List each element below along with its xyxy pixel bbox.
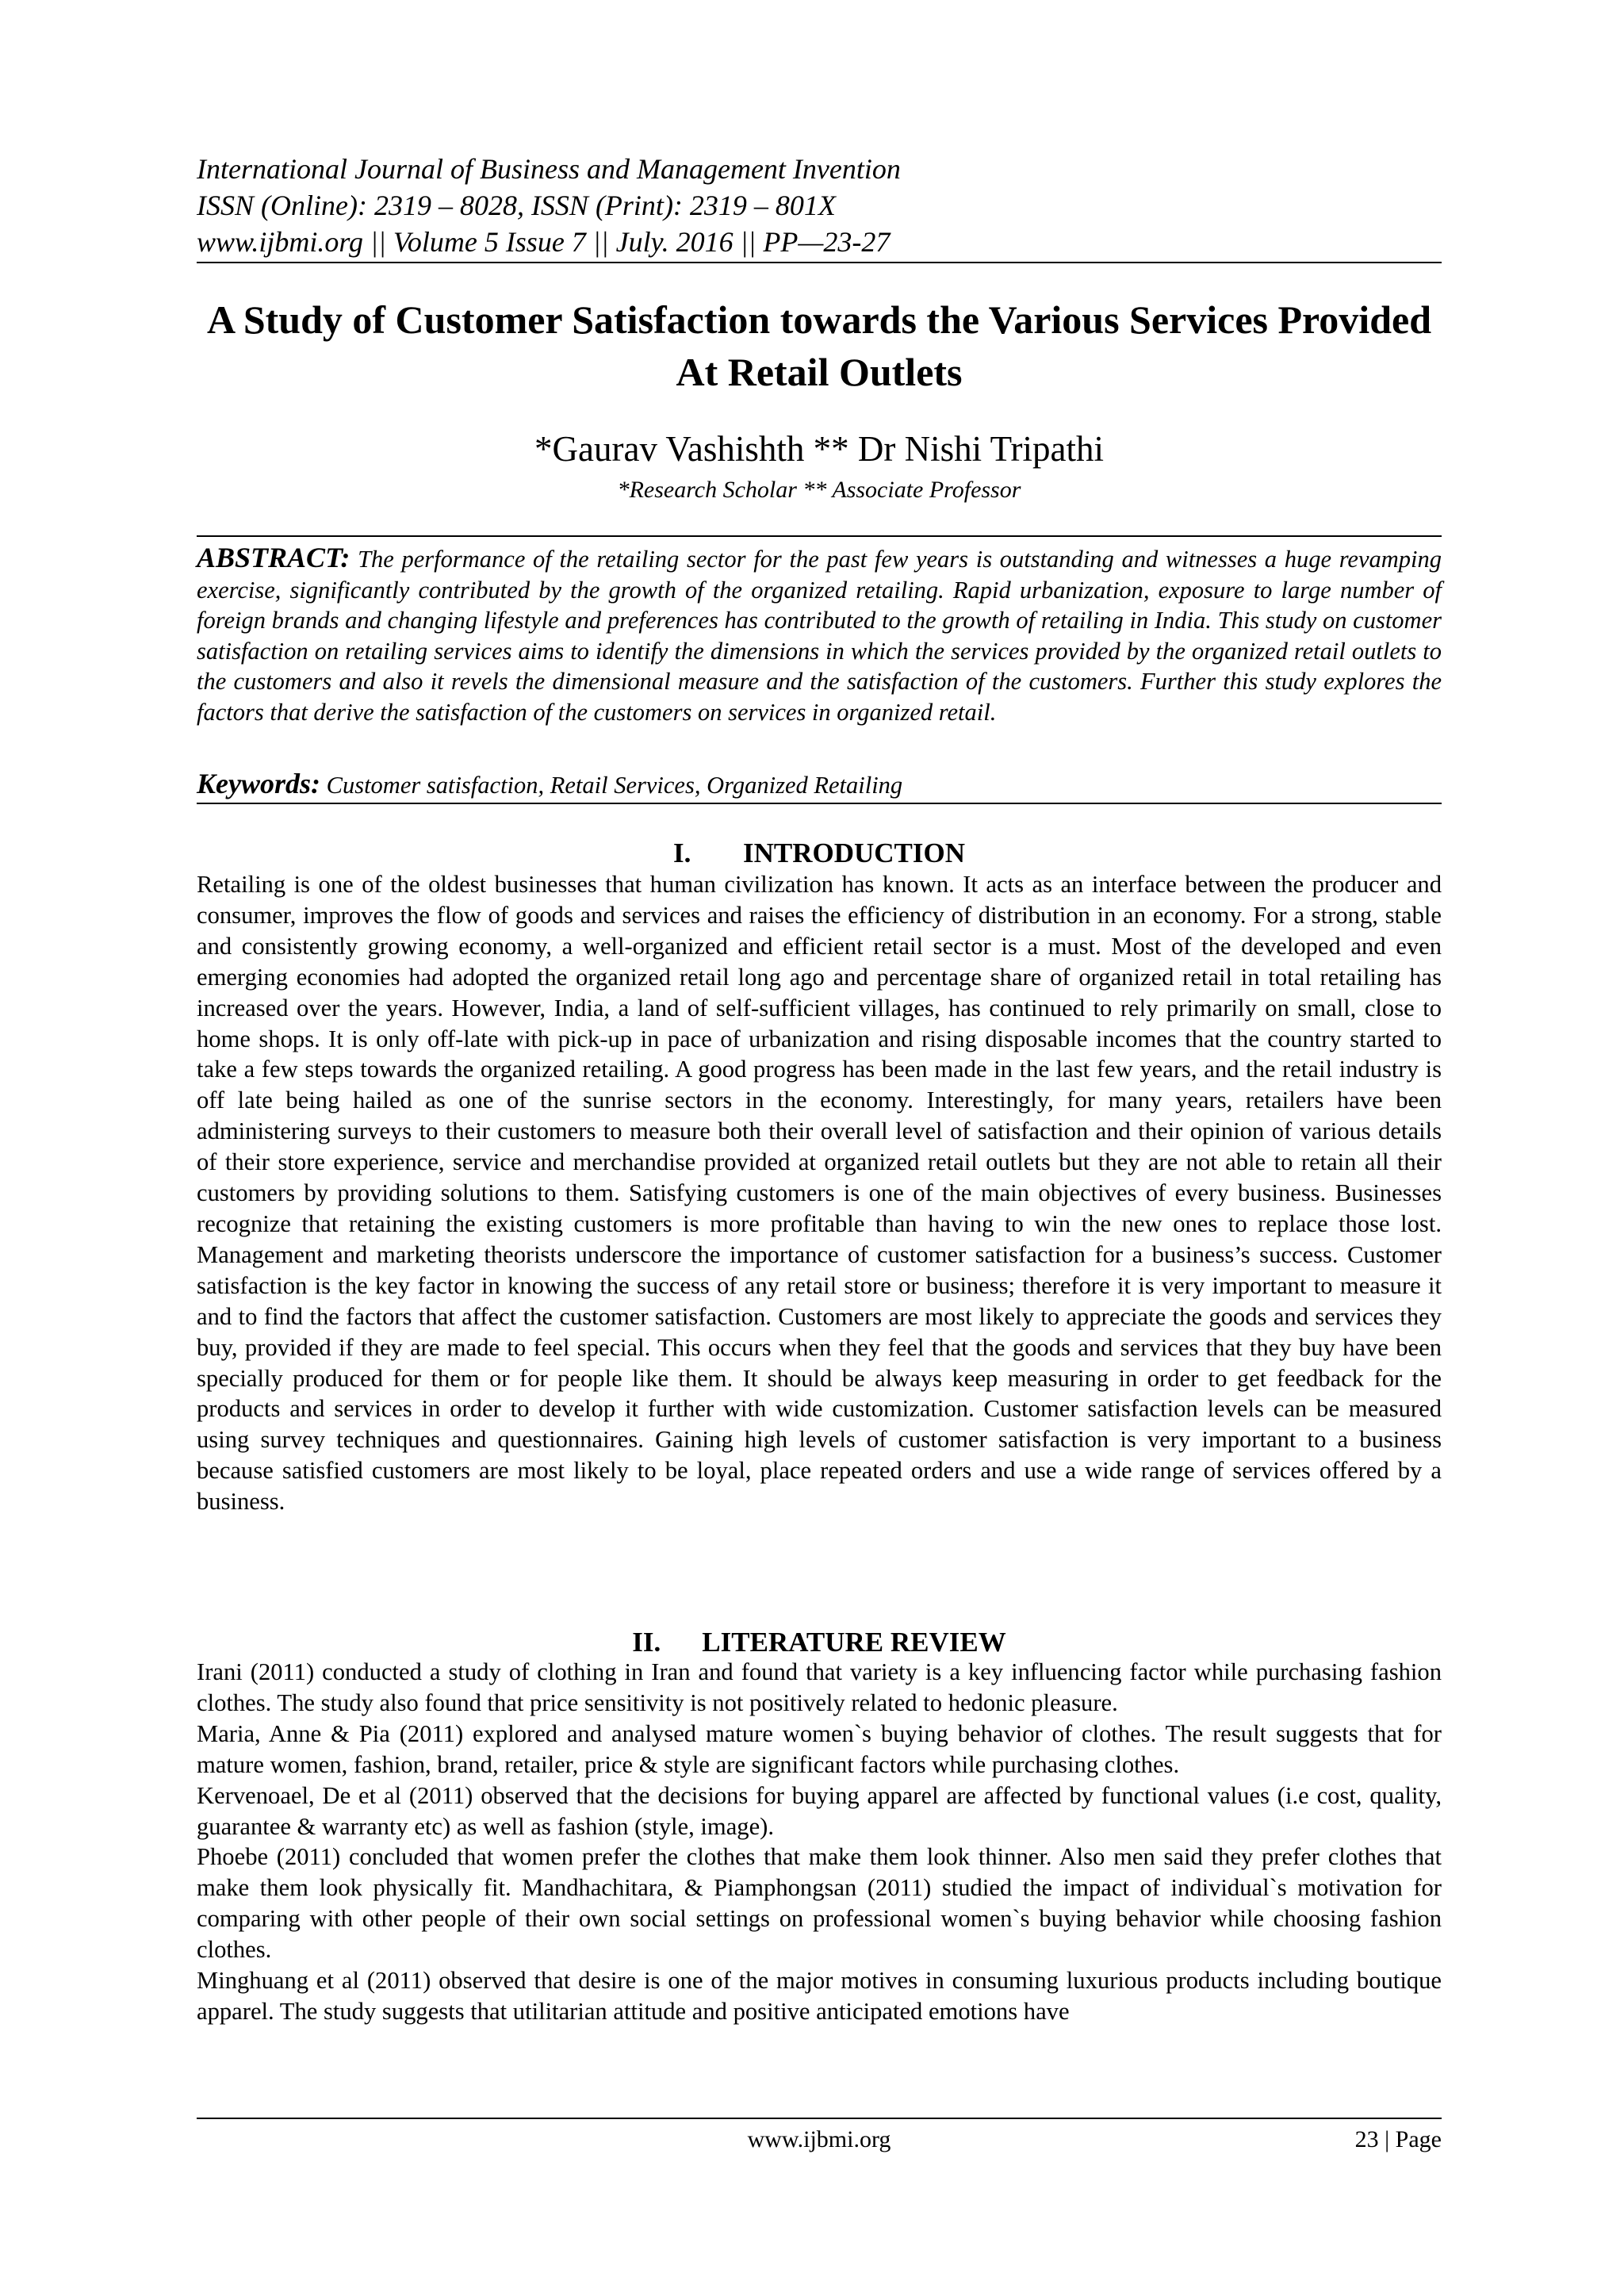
abstract-top-rule	[197, 535, 1442, 537]
footer-rule	[197, 2118, 1442, 2119]
page-number: 23 | Page	[1354, 2126, 1442, 2152]
literature-paragraph: Kervenoael, De et al (2011) observed that the decisions for buying apparel are affected by functional values (i.e cost, quality, guarantee & warranty etc) as well as fashion (style, image).	[197, 1781, 1442, 1840]
abstract-bottom-rule	[197, 803, 1442, 804]
literature-paragraph: Minghuang et al (2011) observed that desire is one of the major motives in consuming luxurious products including boutique apparel. The study suggests that utilitarian attitude and positive anticipated emotions have	[197, 1967, 1442, 2025]
keywords-text: Customer satisfaction, Retail Services, Organized Retailing	[326, 772, 903, 799]
abstract-text: The performance of the retailing sector for the past few years is outstanding and witnesses a huge revamping exercise, significantly contributed by the growth of the organized retailing. Rapid urbanization, exposure to large number of foreign brands and changing lifestyle and preferences has contributed to the growth of retailing in India. This study on customer satisfaction on retailing services aims to identify the dimensions in which the services provided by the organized retail outlets to the customers and also it revels the dimensional measure and the satisfaction of the customers. Further this study explores the factors that derive the satisfaction of the customers on services in organized retail.	[197, 546, 1442, 726]
introduction-paragraph: Retailing is one of the oldest businesses that human civilization has known. It acts as an interface between the producer and consumer, improves the flow of goods and services and raises the efficiency of distribution in an economy. For a strong, stable and consistently growing economy, a well-organized and efficient retail sector is a must. Most of the developed and even emerging economies had adopted the organized retail long ago and percentage share of organized retail in total retailing has increased over the years. However, India, a land of self-sufficient villages, has continued to rely primarily on small, close to home shops. It is only off-late with pick-up in pace of urbanization and rising disposable incomes that the country started to take a few steps towards the organized retailing. A good progress has been made in the last few years, and the retail industry is off late being hailed as one of the sunrise sectors in the economy. Interestingly, for many years, retailers have been administering surveys to their customers to measure both their overall level of satisfaction and their opinion of various details of their store experience, service and merchandise provided at organized retail outlets but they are not able to retain all their customers by providing solutions to them. Satisfying customers is one of the main objectives of every business. Businesses recognize that retaining the existing customers is more profitable than having to win the new ones to replace those lost. Management and marketing theorists underscore the importance of customer satisfaction for a business’s success. Customer satisfaction is the key factor in knowing the success of any retail store or business; therefore it is very important to measure it and to find the factors that affect the customer satisfaction. Customers are most likely to appreciate the goods and services they buy, provided if they are made to feel special. This occurs when they feel that the goods and services that they buy have been specially produced for them or for people like them. It should be always keep measuring in order to get feedback for the products and services in order to develop it further with wide customization. Customer satisfaction levels can be measured using survey techniques and questionnaires. Gaining high levels of customer satisfaction is very important to a business because satisfied customers are most likely to be loyal, place repeated orders and use a wide range of services offered by a business.	[197, 871, 1442, 1516]
footer-url: www.ijbmi.org	[747, 2126, 891, 2152]
section-number: I.	[672, 838, 691, 868]
abstract-label: ABSTRACT:	[197, 542, 350, 573]
article-title: A Study of Customer Satisfaction towards the Various Services Provided At Retail Outlets	[206, 297, 1432, 394]
keywords	[197, 768, 1442, 801]
journal-header	[197, 151, 1442, 260]
journal-name: International Journal of Business and Management Invention	[197, 153, 901, 185]
section-heading-introduction	[197, 837, 1442, 870]
keywords-label: Keywords:	[197, 768, 320, 799]
author-affiliation: *Research Scholar ** Associate Professor	[617, 477, 1021, 503]
section-title: INTRODUCTION	[742, 838, 966, 868]
section-heading-literature-review	[197, 1626, 1442, 1659]
journal-citation: www.ijbmi.org || Volume 5 Issue 7 || July. 2016 || PP—23-27	[197, 226, 891, 258]
paper-page	[197, 0, 1442, 2296]
header-rule	[197, 262, 1442, 263]
abstract	[197, 542, 1442, 727]
literature-paragraph: Irani (2011) conducted a study of clothing in Iran and found that variety is a key influencing factor while purchasing fashion clothes. The study also found that price sensitivity is not positively related to hedonic pleasure.	[197, 1658, 1442, 1716]
article-authors: *Gaurav Vashishth ** Dr Nishi Tripathi	[534, 429, 1104, 469]
literature-review-body	[197, 1657, 1442, 2027]
literature-paragraph: Phoebe (2011) concluded that women prefer the clothes that make them look thinner. Also men said they prefer clothes that make them look physically fit. Mandhachitara, & Piamphongsan (2011) studied the impact of individual`s motivation for comparing with other people of their own social settings on professional women`s buying behavior while choosing fashion clothes.	[197, 1843, 1442, 1964]
section-number: II.	[632, 1627, 661, 1658]
literature-paragraph: Maria, Anne & Pia (2011) explored and analysed mature women`s buying behavior of clothes. The result suggests that for mature women, fashion, brand, retailer, price & style are significant factors while purchasing clothes.	[197, 1719, 1442, 1778]
journal-issn: ISSN (Online): 2319 – 8028, ISSN (Print): 2319 – 801X	[197, 190, 836, 221]
section-title: LITERATURE REVIEW	[702, 1627, 1006, 1658]
